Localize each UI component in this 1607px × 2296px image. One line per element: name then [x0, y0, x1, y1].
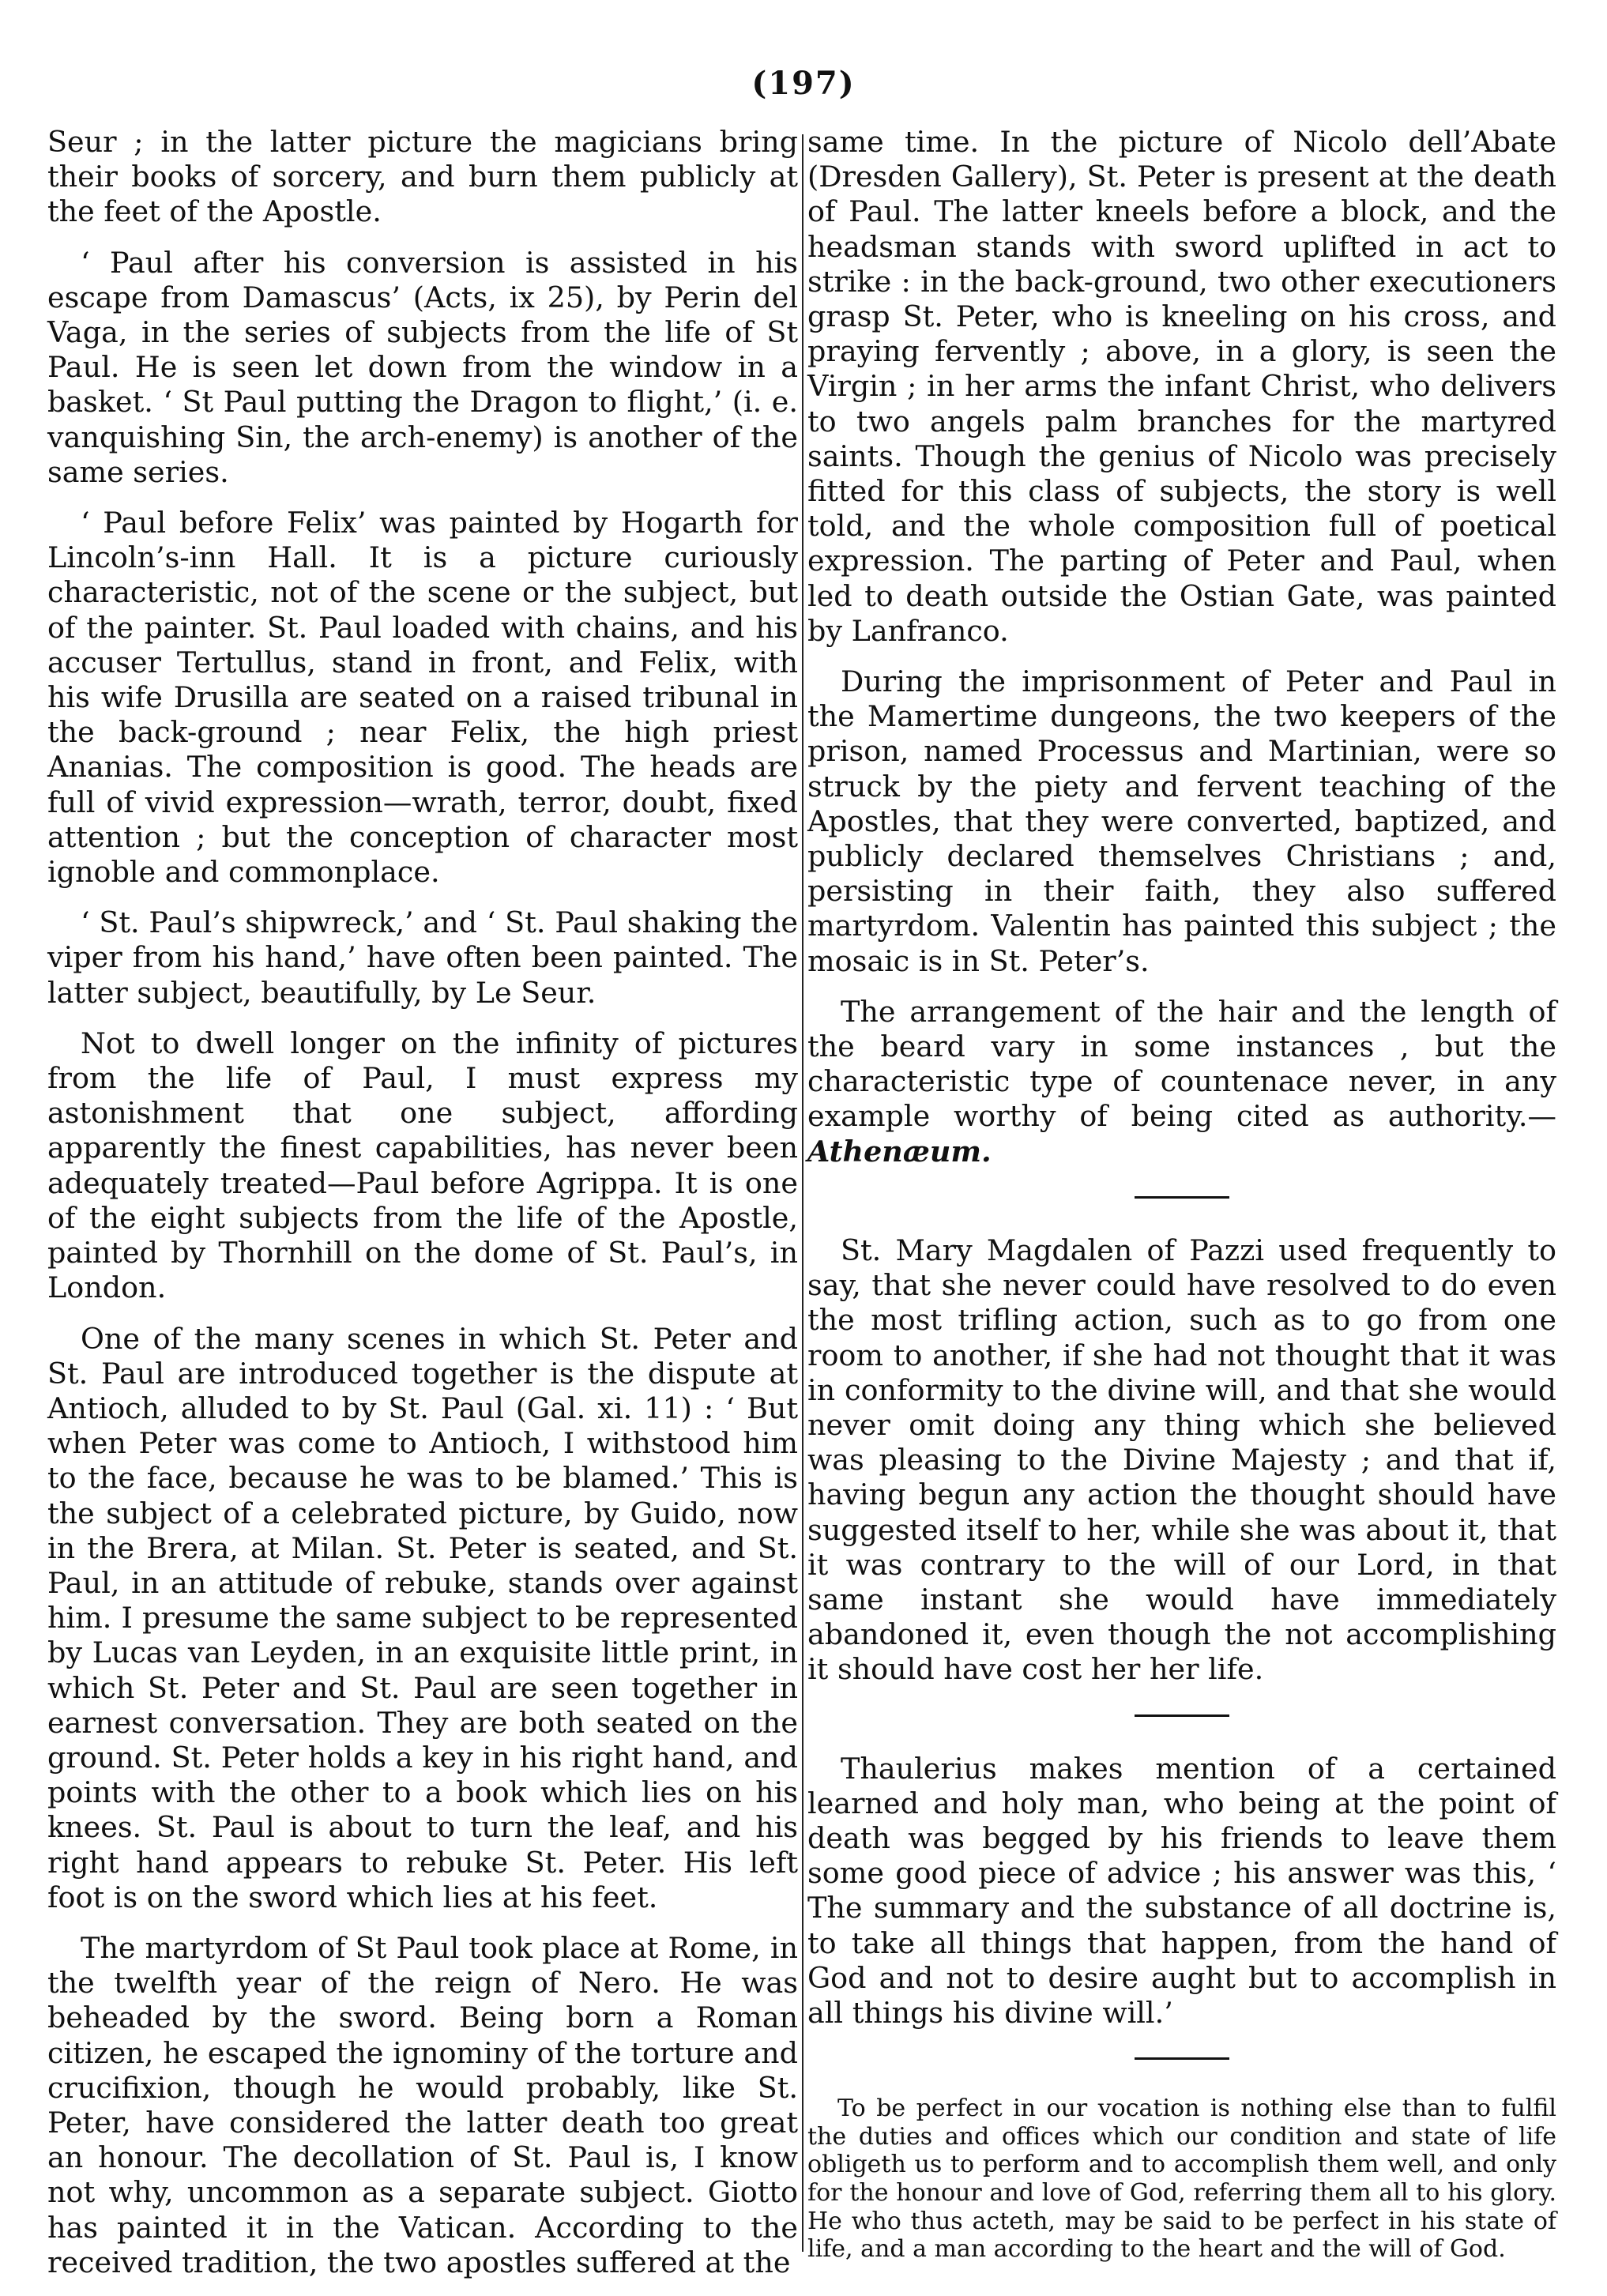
paragraph-shipwreck: ‘ St. Paul’s shipwreck,’ and ‘ St. Paul shaking the viper from his hand,’ have often been painted. The latter subject, beautifully, by Le Seur. [47, 905, 798, 1010]
paragraph-escape-damascus: ‘ Paul after his conversion is assisted in his escape from Damascus’ (Acts, ix 25), by Perin del Vaga, in the series of subjects from the life of St Paul. He is seen let down from the window in a basket. ‘ St Paul putting the Dragon to flight,’ (i. e. vanquishing Sin, the arch-enemy) is another of the same series. [47, 245, 798, 489]
paragraph-dispute-antioch: One of the many scenes in which St. Peter and St. Paul are introduced together is the dispute at Antioch, alluded to by St. Paul (Gal. xi. 11) : ‘ But when Peter was come to Antioch, I withstood him to the face, because he was to be blamed.’ This is the subject of a celebrated picture, by Guido, now in the Brera, at Milan. St. Peter is seated, and St. Paul, in an attitude of rebuke, stands over against him. I presume the same subject to be represented by Lucas van Leyden, in an exquisite little print, in which St. Peter and St. Paul are seen together in earnest conversation. They are both seated on the ground. St. Peter holds a key in his right hand, and points with the other to a book which lies on his knees. St. Paul is about to turn the leaf, and his right hand appears to rebuke St. Peter. His left foot is on the sword which lies at his feet. [47, 1321, 798, 1914]
page-number: (197) [751, 65, 856, 102]
paragraph-hair-and-beard [807, 995, 1556, 1169]
column-divider-rule [802, 134, 804, 2252]
paragraph-perfect-vocation: To be perfect in our vocation is nothing else than to fulfil the duties and offices which our condition and state of life obligeth us to perform and to accomplish them well, and only for the honour and love of God, referring them all to his glory. He who thus acteth, may be said to be perfect in his state of life, and a man according to the heart and the will of God. [807, 2095, 1556, 2264]
left-column [47, 125, 798, 2296]
paragraph-mamertime-dungeons: During the imprisonment of Peter and Paul in the Mamertime dungeons, the two keepers of the prison, named Processus and Martinian, were so struck by the piety and fervent teaching of the Apostles, that they were converted, baptized, and publicly declared themselves Christians ; and, persisting in their faith, they also suffered martyrdom. Valentin has painted this subject ; the mosaic is in St. Peter’s. [807, 664, 1556, 978]
section-divider [1135, 2057, 1229, 2060]
section-divider [1135, 1714, 1229, 1717]
paragraph-thaulerius: Thaulerius makes mention of a certained learned and holy man, who being at the point of death was begged by his friends to leave them some good piece of advice ; his answer was this, ‘ The summary and the substance of all doctrine is, to take all things that happen, from the hand of God and not to desire aught but to accomplish in all things his divine will.’ [807, 1751, 1556, 2030]
paragraph-martyrdom-st-paul: The martyrdom of St Paul took place at Rome, in the twelfth year of the reign of Nero. He was beheaded by the sword. Being born a Roman citizen, he escaped the ignominy of the torture and crucifixion, though he would probably, like St. Peter, have considered the latter death too great an honour. The decollation of St. Paul is, I know not why, uncommon as a separate subject. Giotto has painted it in the Vatican. According to the received tradition, the two apostles suffered at the [47, 1930, 798, 2279]
section-divider [1135, 1196, 1229, 1199]
paragraph-mary-magdalen-pazzi: St. Mary Magdalen of Pazzi used frequently to say, that she never could have resolved to do even the most trifling action, such as to go from one room to another, if she had not thought that it was in conformity to the divine will, and that she would never omit doing any thing which she believed was pleasing to the Divine Majesty ; and that if, having begun any action the thought should have suggested itself to her, while she was about it, that it was contrary to the will of our Lord, in that same instant she would have immediately abandoned it, even though the not accomplishing it should have cost her her life. [807, 1233, 1556, 1687]
hair-beard-text: The arrangement of the hair and the length of the beard vary in some instances , but the characteristic type of countenace never, in any example worthy of being cited as authority.— [807, 994, 1556, 1134]
paragraph-nicolo-dell-abate: same time. In the picture of Nicolo dell’Abate (Dresden Gallery), St. Peter is present at the death of Paul. The latter kneels before a block, and the headsman stands with sword uplifted in act to strike : in the back-ground, two other executioners grasp St. Peter, who is kneeling on his cross, and praying fervently ; above, in a glory, is seen the Virgin ; in her arms the infant Christ, who delivers to two angels palm branches for the martyred saints. Though the genius of Nicolo was precisely fitted for this class of subjects, the story is well told, and the whole composition full of poetical expression. The parting of Peter and Paul, when led to death outside the Ostian Gate, was painted by Lanfranco. [807, 125, 1556, 648]
paragraph-paul-before-agrippa: Not to dwell longer on the infinity of pictures from the life of Paul, I must express my astonishment that one subject, affording apparently the finest capabilities, has never been adequately treated—Paul before Agrippa. It is one of the eight subjects from the life of the Apostle, painted by Thornhill on the dome of St. Paul’s, in London. [47, 1026, 798, 1305]
right-column [807, 125, 1556, 2279]
paragraph-paul-before-felix: ‘ Paul before Felix’ was painted by Hogarth for Lincoln’s-inn Hall. It is a picture curiously characteristic, not of the scene or the subject, but of the painter. St. Paul loaded with chains, and his accuser Tertullus, stand in front, and Felix, with his wife Drusilla are seated on a raised tribunal in the back-ground ; near Felix, the high priest Ananias. The composition is good. The heads are full of vivid expression—wrath, terror, doubt, fixed attention ; but the conception of character most ignoble and commonplace. [47, 506, 798, 890]
athenaeum-source: Athenæum. [807, 1134, 992, 1169]
paragraph-le-seur-continued: Seur ; in the latter picture the magicians bring their books of sorcery, and burn them publicly at the feet of the Apostle. [47, 125, 798, 229]
